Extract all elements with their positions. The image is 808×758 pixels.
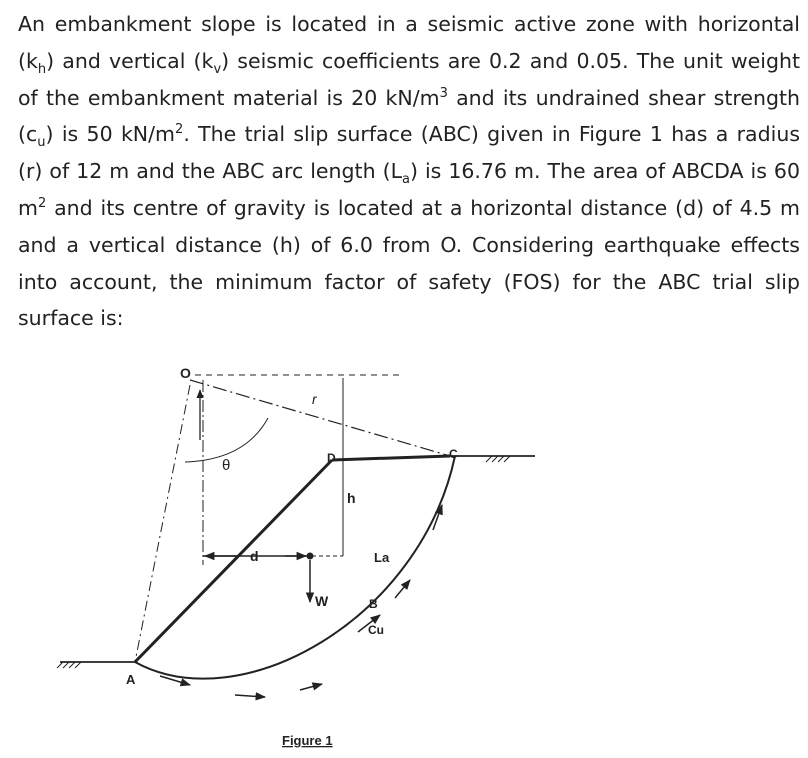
cu-unit-superscript: 2 (175, 122, 184, 138)
theta-angle-arc (185, 418, 268, 462)
arc-length-arrows (160, 505, 442, 697)
label-W: W (315, 593, 329, 609)
area-superscript: 2 (37, 196, 47, 212)
slope-face-AD (135, 460, 332, 662)
label-Cu: Cu (368, 623, 384, 637)
label-d: d (250, 548, 259, 564)
radius-O-to-A (135, 385, 190, 662)
problem-text-6: . The trial slip surface (ABC) given in Figure 1 has a radius (r) of 12 m and the ABC arc length (L (18, 122, 800, 184)
problem-text-7: ) is 16.76 m. The area of ABCDA is 60 m (18, 159, 800, 220)
figure-1-diagram (0, 350, 808, 758)
label-La: La (374, 550, 390, 565)
cu-subscript: u (37, 135, 46, 151)
problem-text-2: ) and vertical (k (46, 48, 214, 73)
problem-statement (18, 6, 800, 337)
label-B: B (369, 597, 378, 611)
label-C: C (449, 447, 458, 461)
problem-text-1: An embankment slope is located in a seismic active zone with horizontal (k (18, 12, 800, 73)
ground-hatch-left (57, 662, 81, 668)
problem-text-5: ) is 50 kN/m (45, 122, 176, 147)
label-theta: θ (222, 457, 231, 474)
figure-caption: Figure 1 (282, 733, 333, 748)
la-subscript: a (402, 172, 410, 188)
label-r: r (312, 391, 317, 407)
label-A: A (126, 672, 136, 687)
radius-O-to-C (190, 380, 450, 456)
kv-subscript: v (213, 61, 222, 77)
kh-subscript: h (37, 61, 47, 77)
unit-weight-superscript: 3 (439, 85, 448, 101)
label-h: h (347, 490, 356, 506)
crest-DC (332, 456, 450, 460)
slip-surface-arc-ABC (135, 456, 455, 679)
problem-text-8: and its centre of gravity is located at a horizontal distance (d) of 4.5 m and a vertical distance (h) of 6.0 from O. Considering earthquake effects into account, the minimum factor of safety (FOS) for the ABC trial slip surface is: (18, 195, 800, 331)
label-O: O (180, 365, 191, 381)
label-D: D (327, 451, 336, 465)
problem-text-4: and its undrained shear strength (c (18, 85, 800, 147)
centre-of-gravity-point (307, 553, 314, 560)
problem-text-3: ) seismic coefficients are 0.2 and 0.05. The unit weight of the embankment material is 20 kN/m (18, 48, 801, 110)
